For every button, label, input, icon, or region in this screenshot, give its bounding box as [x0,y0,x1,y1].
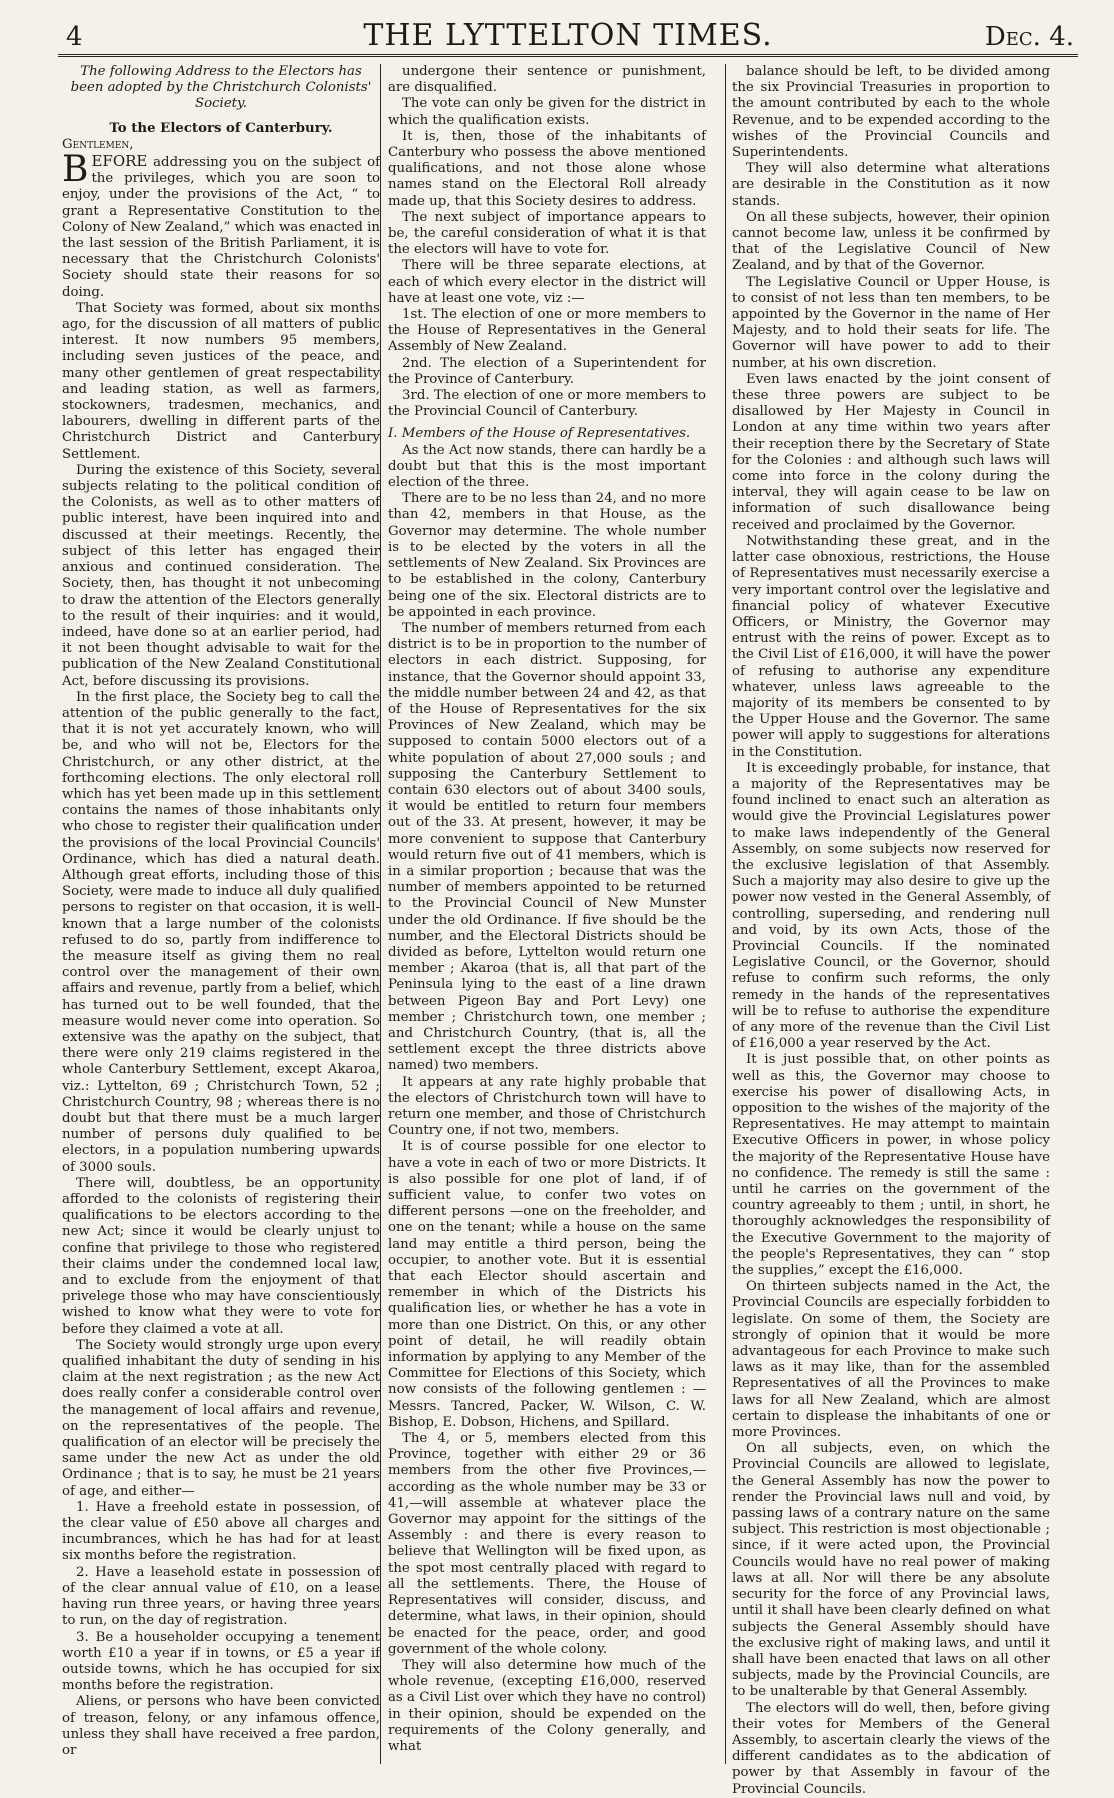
column-divider-2 [725,64,726,1764]
paragraph: It is just possible that, on other points as well as this, the Governor may choose to exercise his power of disallowing Acts, in opposition to the wishes of the majority of the Representatives. He may attempt to maintain Executive Officers in power, in whose policy the majority of the Representative House have no confidence. The remedy is still the same : until he carries on the government of the country agreeably to them ; until, in short, he thoroughly acknowledges the responsibility of the Executive Government to the majority of the people's Representatives, they can “ stop the supplies,” except the £16,000. [732,1052,1050,1279]
paragraph: The next subject of importance appears to be, the careful consideration of what it is that the electors will have to vote for. [388,209,706,258]
paragraph: During the existence of this Society, several subjects relating to the political condition of the Colonists, as well as to other matters of public interest, have been inquired into and discussed at their meetings. Recently, the subject of this letter has engaged their anxious and continued consideration. The Society, then, has thought it not unbecoming to draw the attention of the Electors generally to the result of their inquiries: and it would, indeed, have done so at an earlier period, had it not been thought advisable to wait for the publication of the New Zealand Constitutional Act, before discussing its provisions. [62,462,380,689]
page-number: 4 [66,22,83,52]
paragraph: Even laws enacted by the joint consent of these three powers are subject to be disallowed by Her Majesty in Council in London at any time within two years after their reception there by the Secretary of State for the Colonies : and although such laws will come into force in the colony during the interval, they will again cease to be law on information of such disallowance being received and proclaimed by the Governor. [732,371,1050,533]
section-heading: I. Members of the House of Representatives. [388,426,691,442]
masthead [58,14,1078,57]
paragraph: undergone their sentence or punishment, are disqualified. [388,64,706,96]
salutation: Gentlemen, [62,136,134,152]
paragraph: There are to be no less than 24, and no more than 42, members in that House, as the Governor may determine. The whole number is to be elected by the voters in all the settlements of New Zealand. Six Provinces are to be established in the colony, Canterbury being one of the six. Electoral districts are to be appointed in each province. [388,491,706,620]
paragraph: On all these subjects, however, their opinion cannot become law, unless it be confirmed by that of the Legislative Council of New Zealand, and by that of the Governor. [732,209,1050,274]
paragraph: Aliens, or persons who have been convicted of treason, felony, or any infamous offence, unless they shall have received a free pardon, or [62,1694,380,1758]
election-item: 3rd. The election of one or more members to the Provincial Council of Canterbury. [388,388,706,420]
qualification-item: 3. Be a householder occupying a tenement worth £10 a year if in towns, or £5 a year if outside towns, which he has occupied for six months before the registration. [62,1629,380,1694]
paragraph: There will be three separate elections, at each of which every elector in the district will have at least one vote, viz :— [388,258,706,306]
first-word: EFORE [91,152,148,171]
drop-cap: B [62,149,89,191]
paragraph: The Society would strongly urge upon every qualified inhabitant the duty of sending in his claim at the next registration ; as the new Act does really confer a considerable control over the management of local affairs and revenue, on the representatives of the people. The qualification of an elector will be precisely the same under the new Act as under the old Ordinance ; that is to say, he must be 21 years of age, and either— [62,1337,380,1499]
paragraph: The 4, or 5, members elected from this Province, together with either 29 or 36 members from the other five Provinces,—according as the whole number may be 33 or 41,—will assemble at whatever place the Governor may appoint for the sittings of the Assembly : and there is every reason to believe that Wellington will be fixed upon, as the spot most centrally placed with regard to all the settlements. There, the House of Representatives will consider, discuss, and determine, what laws, in their opinion, should be enacted for the peace, order, and good government of the whole colony. [388,1431,706,1657]
column-2 [388,64,706,1764]
paragraph: As the Act now stands, there can hardly be a doubt but that this is the most important election of the three. [388,442,706,491]
column-3 [732,64,1050,1797]
paragraph: It is of course possible for one elector to have a vote in each of two or more Districts. It is also possible for one plot of land, if of sufficient value, to confer two votes on different persons —one on the freeholder, and one on the tenant; while a house on the same land may entitle a third person, being the occupier, to another vote. But it is essential that each Elector should ascertain and remember in which of the Districts his qualification lies, or whether he has a vote in more than one District. On this, or any other point of detail, he will readily obtain information by applying to any Member of the Committee for Elections of this Society, which now consists of the following gentlemen : —Messrs. Tancred, Packer, W. Wilson, C. W. Bishop, E. Dobson, Hichens, and Spillard. [388,1139,706,1430]
paragraph: That Society was formed, about six months ago, for the discussion of all matters of public interest. It now numbers 95 members, including seven justices of the peace, and many other gentlemen of great respectability and leading station, as well as farmers, stockowners, tradesmen, mechanics, and labourers, dwelling in different parts of the Christchurch District and Canterbury Settlement. [62,300,380,462]
paragraph: The vote can only be given for the district in which the qualification exists. [388,96,706,128]
paragraph: There will, doubtless, be an opportunity afforded to the colonists of registering their qualifications to be electors according to the new Act; since it would be clearly unjust to confine that privilege to those who registered their claims under the condemned local law, and to exclude from the enjoyment of that privelege those who may have conscientiously wished to know what they were to vote for before they claimed a vote at all. [62,1175,380,1337]
newspaper-title: THE LYTTELTON TIMES. [363,18,773,53]
paragraph: On all subjects, even, on which the Provincial Councils are allowed to legislate, the General Assembly has now the power to render the Provincial laws null and void, by passing laws of a contrary nature on the same subject. This restriction is most objectionable ; since, if it were acted upon, the Provincial Councils would have no real power of making laws at all. Nor will there be any absolute security for the force of any Provincial laws, until it shall have been clearly defined on what subjects the General Assembly should have the exclusive right of making laws, and until it shall have been enacted that laws on all other subjects, made by the Provincial Councils, are to be unalterable by that General Assembly. [732,1441,1050,1700]
column-divider-1 [380,64,381,1764]
paragraph: On thirteen subjects named in the Act, the Provincial Councils are especially forbidden to legislate. On some of them, the Society are strongly of opinion that it would be more advantageous for each Province to make such laws as it may like, than for the assembled Representatives of all the Provinces to make laws for all New Zealand, which are almost certain to displease the inhabitants of one or more Provinces. [732,1279,1050,1441]
address-heading: To the Electors of Canterbury. [109,120,333,136]
paragraph: balance should be left, to be divided among the six Provincial Treasuries in proportion to the amount contributed by each to the whole Revenue, and to be expended according to the wishes of the Provincial Councils and Superintendents. [732,64,1050,161]
election-item: 2nd. The election of a Superintendent for the Province of Canterbury. [388,355,706,387]
paragraph: It appears at any rate highly probable that the electors of Christchurch town will have to return one member, and those of Christchurch Country one, if not two, members. [388,1074,706,1139]
paragraph-text: addressing you on the subject of the privileges, which you are soon to enjoy, under the provisions of the Act, “ to grant a Representative Constitution to the Colony of New Zealand,” which was enacted in the last session of the British Parliament, it is necessary that the Christchurch Colonists' Society should state their reasons for so doing. [62,155,380,300]
paragraph: The number of members returned from each district is to be in proportion to the number of electors in each district. Supposing, for instance, that the Governor should appoint 33, the middle number between 24 and 42, as that of the House of Representatives for the six Provinces of New Zealand, which may be supposed to contain 5000 electors out of a white population of about 27,000 souls ; and supposing the Canterbury Settlement to contain 630 electors out of about 3400 souls, it would be entitled to return four members out of the 33. At present, however, it may be more convenient to suppose that Canterbury would return five out of 41 members, which is in a similar proportion ; because that was the number of members appointed to be returned to the Provincial Council of New Munster under the old Ordinance. If five should be the number, and the Electoral Districts should be divided as before, Lyttelton would return one member ; Akaroa (that is, all that part of the Peninsula lying to the east of a line drawn between Pigeon Bay and Port Levy) one member ; Christchurch town, one member ; and Christchurch Country, (that is, all the settlement except the three districts above named) two members. [388,620,706,1074]
paragraph: They will also determine what alterations are desirable in the Constitution as it now stands. [732,161,1050,209]
paragraph: The electors will do well, then, before giving their votes for Members of the General Assembly, to ascertain clearly the views of the different candidates as to the abdication of power by that Assembly in favour of the Provincial Councils. [732,1700,1050,1797]
intro-note: The following Address to the Electors has been adopted by the Christchurch Colonists' Society. [70,64,372,112]
opening-paragraph [62,149,380,301]
paragraph: It is exceedingly probable, for instance, that a majority of the Representatives may be found inclined to enact such an alteration as would give the Provincial Legislatures power to make laws independently of the General Assembly, on some subjects now reserved for the exclusive legislation of that Assembly. Such a majority may also desire to give up the power now vested in the General Assembly, of controlling, superseding, and rendering null and void, by its own Acts, those of the Provincial Councils. If the nominated Legislative Council, or the Governor, should refuse to confirm such reforms, the only remedy in the hands of the representatives will be to refuse to authorise the expenditure of any more of the revenue than the Civil List of £16,000 a year reserved by the Act. [732,760,1050,1052]
paragraph: Notwithstanding these great, and in the latter case obnoxious, restrictions, the House of Representatives must necessarily exercise a very important control over the legislative and financial policy of whatever Executive Officers, or Ministry, the Governor may entrust with the reins of power. Except as to the Civil List of £16,000, it will have the power of refusing to authorise any expenditure whatever, unless laws agreeable to the majority of its members be consented to by the Upper House and the Governor. The same power will apply to suggestions for alterations in the Constitution. [732,533,1050,760]
qualification-item: 2. Have a leasehold estate in possession of of the clear annual value of £10, on a lease having run three years, or having three years to run, on the day of registration. [62,1564,380,1629]
paragraph: The Legislative Council or Upper House, is to consist of not less than ten members, to be appointed by the Governor in the name of Her Majesty, and to hold their seats for life. The Governor will have power to add to their number, at his own discretion. [732,274,1050,371]
qualification-item: 1. Have a freehold estate in possession, of the clear value of £50 above all charges and incumbrances, which he has had for at least six months before the registration. [62,1499,380,1564]
election-item: 1st. The election of one or more members to the House of Representatives in the General Assembly of New Zealand. [388,307,706,355]
paragraph: In the first place, the Society beg to call the attention of the public generally to the fact, that it is not yet accurately known, who will be, and who will not be, Electors for the Christchurch, or any other district, at the forthcoming elections. The only electoral roll which has yet been made up in this settlement contains the names of those inhabitants only who chose to register their qualification under the provisions of the local Provincial Councils' Ordinance, which has died a natural death. Although great efforts, including those of this Society, were made to induce all duly qualified persons to register on that occasion, it is well-known that a large number of the colonists refused to do so, partly from indifference to the measure itself as giving them no real control over the management of their own affairs and revenue, partly from a belief, which has turned out to be well founded, that the measure would never come into operation. So extensive was the apathy on the subject, that there were only 219 claims registered in the whole Canterbury Settlement, except Akaroa, viz.: Lyttelton, 69 ; Christchurch Town, 52 ; Christchurch Country, 98 ; whereas there is no doubt but that there must be a much larger number of persons duly qualified to be electors, in a population numbering upwards of 3000 souls. [62,689,380,1175]
paragraph: They will also determine how much of the whole revenue, (excepting £16,000, reserved as a Civil List over which they have no control) in their opinion, should be expended on the requirements of the Colony generally, and what [388,1657,706,1754]
column-1 [62,64,380,1764]
paragraph: It is, then, those of the inhabitants of Canterbury who possess the above mentioned qualifications, and not those alone whose names stand on the Electoral Roll already made up, that this Society desires to address. [388,128,706,209]
issue-date: Dec. 4. [984,22,1074,52]
